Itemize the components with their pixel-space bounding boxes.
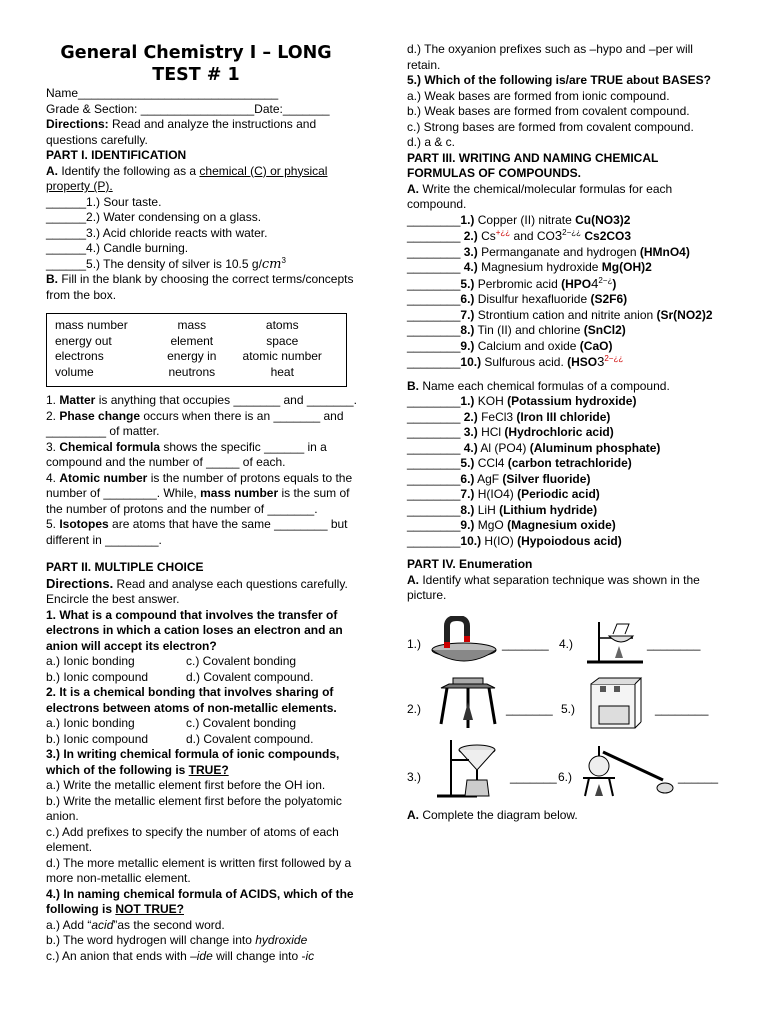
name-blank: ______________________________ bbox=[78, 86, 279, 100]
q2: 2. It is a chemical bonding that involves sharing of electrons between atoms of non-metallic elements. bbox=[46, 685, 337, 715]
part1-item-2: ______2.) Water condensing on a glass. bbox=[46, 210, 262, 224]
q3 bbox=[46, 747, 366, 778]
picture-number: 5.) bbox=[561, 701, 576, 716]
term-row bbox=[55, 365, 338, 381]
option[interactable]: c.) Strong bases are formed from covalent compound. bbox=[407, 119, 694, 134]
item-number: 6.) bbox=[460, 471, 475, 486]
option[interactable]: a.) Ionic bonding bbox=[46, 716, 135, 730]
compound-name: Calcium and oxide bbox=[474, 338, 580, 353]
fill-item-5 bbox=[46, 517, 366, 548]
formula-answer: (HPO bbox=[561, 276, 592, 291]
density-exponent: 3 bbox=[281, 255, 286, 265]
fill-text: occurs when there is an _______ and _________ of matter. bbox=[46, 408, 344, 438]
answer-blank: ________ bbox=[407, 292, 461, 306]
picture-number: 3.) bbox=[407, 769, 422, 784]
q4-c-ide: ide bbox=[196, 948, 213, 963]
part1-item-3: ______3.) Acid chloride reacts with water. bbox=[46, 225, 268, 240]
formula-answer: Cs2CO3 bbox=[581, 229, 632, 243]
fill-number: 1. bbox=[46, 393, 60, 407]
answer-blank: _______ bbox=[506, 701, 553, 716]
term: atoms bbox=[265, 318, 299, 332]
part3-a-label: A. bbox=[407, 181, 419, 196]
answer-blank: ________ bbox=[407, 276, 461, 291]
q2-options-row-2 bbox=[46, 732, 366, 748]
q2-options-row-1 bbox=[46, 716, 366, 732]
term: volume bbox=[55, 364, 94, 379]
compound-name: Magnesium hydroxide bbox=[477, 260, 602, 274]
formula-item-3 bbox=[407, 245, 727, 261]
formula-answer: (HMnO4) bbox=[639, 244, 690, 259]
item-number: 2.) bbox=[460, 229, 478, 243]
item-number: 4.) bbox=[460, 260, 478, 274]
answer-blank: ________ bbox=[647, 636, 701, 651]
title-line-1: General Chemistry I – LONG bbox=[60, 43, 332, 63]
naming-item-2 bbox=[407, 410, 727, 426]
left-column bbox=[46, 42, 366, 964]
naming-item-5 bbox=[407, 456, 727, 472]
naming-item-9 bbox=[407, 518, 727, 534]
name-answer: (Magnesium oxide) bbox=[507, 518, 616, 532]
chemical-label: chemical (C) bbox=[199, 163, 267, 178]
formula-item-7 bbox=[407, 308, 727, 324]
part2-directions bbox=[46, 576, 366, 608]
q4-not-true: NOT TRUE? bbox=[115, 902, 184, 916]
fill-text: shows the specific ______ in a compound and the number of _____ of each. bbox=[46, 439, 327, 469]
option[interactable] bbox=[46, 949, 366, 965]
option[interactable]: c.) Add prefixes to specify the number of atoms of each element. bbox=[46, 824, 339, 854]
formula: LiH bbox=[474, 502, 500, 517]
answer-blank: _______ bbox=[510, 769, 557, 784]
title-line-2: TEST # 1 bbox=[152, 65, 240, 85]
part1-item-1: ______1.) Sour taste. bbox=[46, 194, 162, 209]
option[interactable]: c.) Covalent bonding bbox=[186, 654, 297, 668]
option[interactable]: d.) The more metallic element is written first followed by a more non-metallic element. bbox=[46, 855, 352, 885]
answer-blank: ________ bbox=[407, 518, 461, 532]
part3-a-text: Write the chemical/molecular formulas for each compound. bbox=[407, 181, 673, 211]
item-number: 4.) bbox=[460, 440, 478, 455]
formula-answer: Cu(NO3)2 bbox=[575, 212, 631, 227]
filtration-funnel-icon bbox=[431, 736, 501, 800]
part2-dir-text: Read and analyse each questions carefully. Encircle the best answer. bbox=[46, 576, 348, 606]
formula-answer-close: ) bbox=[612, 276, 617, 291]
heating-tripod-icon bbox=[435, 676, 501, 732]
directions-label: Directions: bbox=[46, 117, 109, 131]
item-number: 8.) bbox=[460, 502, 475, 517]
option[interactable]: a.) Weak bases are formed from ionic compound. bbox=[407, 88, 670, 103]
name-answer: (Periodic acid) bbox=[517, 487, 600, 501]
answer-blank: ________ bbox=[407, 323, 461, 337]
term: heat bbox=[270, 364, 294, 379]
term: energy out bbox=[55, 333, 112, 348]
item-number: 1.) bbox=[460, 394, 475, 408]
picture-number: 1.) bbox=[407, 636, 422, 651]
separation-row-3 bbox=[407, 736, 727, 802]
part3-a-instructions bbox=[407, 182, 727, 213]
part3-b-instructions bbox=[407, 379, 727, 395]
formula: MgO bbox=[474, 518, 508, 532]
compound-name: Copper (II) nitrate bbox=[474, 212, 576, 227]
compound-name: Permanganate and hydrogen bbox=[477, 244, 640, 259]
option[interactable] bbox=[46, 918, 366, 934]
fill-item-3 bbox=[46, 440, 366, 471]
answer-blank: ________ bbox=[407, 533, 461, 548]
answer-blank: ________ bbox=[407, 440, 461, 455]
charge: 2−¿¿ bbox=[604, 354, 624, 363]
formula-item-1 bbox=[407, 213, 727, 229]
subscript: 3 bbox=[554, 228, 563, 243]
item-5-text: ______5.) The density of silver is 10.5 g/ bbox=[46, 256, 262, 271]
compound-name: Cs bbox=[477, 229, 496, 243]
fill-number: 2. bbox=[46, 408, 60, 423]
term: element bbox=[170, 333, 214, 348]
fill-term: Atomic number bbox=[59, 470, 148, 485]
part1-property: property (P). bbox=[46, 179, 113, 193]
name-answer: (Lithium hydride) bbox=[499, 502, 598, 517]
part1-chemical bbox=[199, 164, 327, 178]
diagram-label: A. bbox=[407, 807, 419, 822]
compound-name: Strontium cation and nitrite anion bbox=[474, 307, 657, 322]
formula-item-5 bbox=[407, 276, 727, 293]
q4-c-ic: ic bbox=[305, 948, 315, 963]
naming-item-7 bbox=[407, 487, 727, 503]
part1-item-4: ______4.) Candle burning. bbox=[46, 241, 189, 255]
answer-blank: ________ bbox=[407, 260, 461, 274]
answer-blank: ________ bbox=[407, 212, 461, 227]
option[interactable]: a.) Ionic bonding bbox=[46, 654, 135, 668]
option[interactable]: d.) Covalent compound. bbox=[186, 669, 314, 684]
term-box bbox=[46, 313, 347, 387]
item-number: 8.) bbox=[460, 323, 475, 337]
name-answer: (Potassium hydroxide) bbox=[507, 394, 637, 408]
fill-text-2: is the sum of the number of protons and the number of _______. bbox=[46, 486, 350, 516]
name-answer: (carbon tetrachloride) bbox=[507, 456, 632, 470]
item-number: 7.) bbox=[460, 307, 475, 322]
q4-b-text: b.) The word hydrogen will change into bbox=[46, 933, 256, 947]
part2-dir-label: Directions. bbox=[46, 575, 114, 591]
naming-item-10 bbox=[407, 534, 727, 550]
q4 bbox=[46, 887, 366, 918]
beaker-box-icon bbox=[585, 676, 643, 734]
answer-blank: ________ bbox=[407, 487, 461, 501]
naming-item-6 bbox=[407, 472, 727, 488]
name-answer: (Hydrochloric acid) bbox=[504, 425, 614, 439]
item-number: 7.) bbox=[460, 487, 475, 501]
formula-item-4 bbox=[407, 260, 727, 276]
name-answer: (Aluminum phosphate) bbox=[529, 440, 661, 455]
term-row bbox=[55, 349, 338, 365]
name-label: Name bbox=[46, 86, 79, 100]
item-number: 5.) bbox=[460, 276, 475, 291]
part1-b-text: Fill in the blank by choosing the correct terms/concepts from the box. bbox=[46, 272, 354, 302]
physical-label: or physical bbox=[266, 163, 328, 178]
item-number: 3.) bbox=[460, 425, 478, 439]
fill-term: Chemical formula bbox=[59, 439, 161, 454]
part1-item-5 bbox=[46, 257, 366, 273]
term: mass bbox=[177, 318, 207, 332]
answer-blank: ________ bbox=[407, 456, 461, 470]
answer-blank: ________ bbox=[407, 502, 461, 517]
answer-blank: ________ bbox=[407, 409, 461, 424]
q4-a-text-2: ”as the second word. bbox=[113, 917, 225, 932]
part1-b-label: B. bbox=[46, 272, 58, 286]
part4-heading: PART IV. Enumeration bbox=[407, 557, 533, 571]
formula: AgF bbox=[474, 471, 503, 486]
fill-number: 5. bbox=[46, 517, 60, 531]
part1-heading: PART I. IDENTIFICATION bbox=[46, 148, 187, 162]
name-answer: (Hypoiodous acid) bbox=[517, 533, 622, 548]
answer-blank: _______ bbox=[502, 636, 549, 651]
term: energy in bbox=[167, 349, 217, 363]
formula-answer: (HSO bbox=[567, 355, 598, 369]
charge: 2−¿¿ bbox=[562, 228, 582, 237]
fill-term-2: mass number bbox=[200, 486, 279, 500]
option[interactable]: c.) Covalent bonding bbox=[186, 716, 297, 730]
item-number: 5.) bbox=[460, 456, 475, 470]
part4-a-label: A. bbox=[407, 572, 419, 587]
item-number: 10.) bbox=[460, 533, 482, 548]
item-number: 9.) bbox=[460, 518, 475, 532]
q3-text: 3.) In writing chemical formula of ionic compounds, which of the following is bbox=[46, 747, 340, 777]
part4-diagram-instructions bbox=[407, 808, 727, 824]
formula-answer: (Sr(NO2)2 bbox=[656, 307, 713, 322]
term: atomic number bbox=[242, 349, 322, 363]
option[interactable]: d.) Covalent compound. bbox=[186, 731, 314, 746]
option[interactable]: d.) a & c. bbox=[407, 135, 456, 149]
formula-item-8 bbox=[407, 323, 727, 339]
q1: 1. What is a compound that involves the transfer of electrons in which a cation loses an electron and an anion will accept its electron? bbox=[46, 607, 343, 653]
answer-blank: ________ bbox=[407, 355, 461, 369]
option[interactable]: b.) Write the metallic element first before the polyatomic anion. bbox=[46, 793, 342, 823]
naming-item-1 bbox=[407, 394, 727, 410]
item-number: 3.) bbox=[460, 244, 478, 259]
fill-term: Isotopes bbox=[59, 517, 109, 531]
answer-blank: ________ bbox=[407, 425, 461, 439]
fill-term: Phase change bbox=[59, 408, 141, 423]
compound-name: Disulfur hexafluoride bbox=[474, 292, 591, 306]
fill-item-2 bbox=[46, 409, 366, 440]
formula-answer: (SnCl2) bbox=[583, 323, 626, 337]
term: mass number bbox=[55, 318, 128, 332]
part1-a-text: Identify the following as a bbox=[58, 163, 200, 178]
formula: HCl bbox=[477, 425, 505, 439]
fill-text: are atoms that have the same ________ but different in ________. bbox=[46, 517, 348, 547]
item-number: 9.) bbox=[460, 338, 475, 353]
item-number: 1.) bbox=[460, 212, 475, 227]
subscript: 4 bbox=[591, 275, 599, 291]
distillation-apparatus-icon bbox=[573, 740, 677, 800]
fill-item-1 bbox=[46, 393, 366, 409]
fill-text: is the number of protons equals to the number of ________. While, bbox=[46, 470, 353, 500]
answer-blank: ______ bbox=[678, 769, 719, 784]
option[interactable]: b.) Ionic compound bbox=[46, 731, 149, 746]
part3-b-text: Name each chemical formulas of a compound. bbox=[419, 378, 670, 393]
q1-options-row-1 bbox=[46, 654, 366, 670]
q4-c-text: c.) An anion that ends with – bbox=[46, 948, 197, 963]
charge: +¿¿ bbox=[495, 228, 511, 237]
part1-a-instructions bbox=[46, 164, 366, 195]
item-number: 2.) bbox=[460, 409, 478, 424]
directions bbox=[46, 117, 366, 148]
term-row bbox=[55, 334, 338, 350]
fill-term: Matter bbox=[59, 393, 96, 407]
item-number: 10.) bbox=[460, 355, 482, 369]
part1-a-label: A. bbox=[46, 163, 58, 178]
q1-options-row-2 bbox=[46, 670, 366, 686]
q4-c-text-2: will change into - bbox=[212, 948, 306, 963]
answer-blank: ________ bbox=[407, 307, 461, 322]
q4-a-text: a.) Add “ bbox=[46, 917, 92, 932]
formula: Al (PO4) bbox=[477, 440, 530, 455]
part3-heading: PART III. WRITING AND NAMING CHEMICAL FORMULAS OF COMPOUNDS. bbox=[407, 150, 659, 180]
item-number: 6.) bbox=[460, 292, 475, 306]
q4-a-acid: acid bbox=[91, 917, 114, 932]
q4-b-hydroxide: hydroxide bbox=[255, 933, 308, 947]
formula-item-9 bbox=[407, 339, 727, 355]
formula-item-6 bbox=[407, 292, 727, 308]
part1-b-instructions bbox=[46, 272, 366, 303]
part4-a-text: Identify what separation technique was shown in the picture. bbox=[407, 572, 700, 602]
option[interactable]: a.) Write the metallic element first before the OH ion. bbox=[46, 778, 326, 792]
naming-item-3 bbox=[407, 425, 727, 441]
fill-number: 4. bbox=[46, 470, 60, 485]
formula-item-10 bbox=[407, 354, 727, 371]
picture-number: 2.) bbox=[407, 701, 422, 716]
answer-blank: ________ bbox=[407, 394, 461, 408]
term: electrons bbox=[55, 349, 104, 363]
magnet-separation-icon bbox=[429, 616, 499, 666]
separation-row-1 bbox=[407, 616, 727, 676]
fill-item-4 bbox=[46, 471, 366, 518]
q4-text: 4.) In naming chemical formula of ACIDS, which of the following is bbox=[46, 886, 354, 916]
answer-blank: ________ bbox=[407, 471, 461, 486]
fill-number: 3. bbox=[46, 439, 60, 454]
term: neutrons bbox=[168, 364, 216, 379]
part3-b-label: B. bbox=[407, 378, 419, 393]
answer-blank: ________ bbox=[407, 229, 461, 243]
formula: KOH bbox=[474, 394, 508, 408]
part4-a-instructions bbox=[407, 573, 727, 604]
q3-true: TRUE? bbox=[188, 762, 229, 777]
evaporation-stand-icon bbox=[583, 618, 647, 666]
separation-row-2 bbox=[407, 676, 727, 736]
answer-blank: ________ bbox=[407, 338, 461, 353]
picture-number: 6.) bbox=[558, 769, 573, 784]
grade-line: Grade & Section: _________________Date:_______ bbox=[46, 101, 330, 116]
compound-name: Perbromic acid bbox=[474, 276, 562, 291]
compound-name: Sulfurous acid. bbox=[481, 355, 568, 369]
subscript: 3 bbox=[597, 354, 605, 369]
fill-text: is anything that occupies _______ and _______. bbox=[95, 393, 357, 407]
option[interactable] bbox=[46, 933, 366, 949]
right-column bbox=[407, 42, 727, 823]
compound-name-2: and CO bbox=[510, 229, 555, 243]
answer-blank: ________ bbox=[655, 701, 709, 716]
picture-number: 4.) bbox=[559, 636, 574, 651]
term-table bbox=[55, 318, 338, 380]
formula-answer: Mg(OH)2 bbox=[601, 260, 652, 274]
term: space bbox=[266, 333, 299, 348]
option[interactable]: d.) The oxyanion prefixes such as –hypo and –per will retain. bbox=[407, 42, 693, 72]
name-answer: (Iron III chloride) bbox=[516, 409, 611, 424]
formula-answer: (CaO) bbox=[579, 338, 613, 353]
name-answer: (Silver fluoride) bbox=[502, 471, 591, 486]
naming-item-8 bbox=[407, 503, 727, 519]
directions-text: Read and analyze the instructions and questions carefully. bbox=[46, 117, 317, 147]
density-unit: cm bbox=[261, 256, 282, 272]
diagram-text: Complete the diagram below. bbox=[419, 807, 578, 822]
page-title bbox=[46, 42, 346, 86]
answer-blank: ________ bbox=[407, 244, 461, 259]
term-row bbox=[55, 318, 338, 334]
formula-item-2 bbox=[407, 228, 727, 245]
formula-answer: (S2F6) bbox=[590, 292, 628, 306]
formula: H(IO4) bbox=[474, 487, 518, 501]
name-line bbox=[46, 86, 366, 102]
formula: H(IO) bbox=[481, 533, 518, 548]
charge: 2−¿ bbox=[598, 275, 613, 285]
formula: FeCl3 bbox=[477, 409, 517, 424]
naming-item-4 bbox=[407, 441, 727, 457]
q5: 5.) Which of the following is/are TRUE about BASES? bbox=[407, 73, 712, 87]
option[interactable]: b.) Ionic compound bbox=[46, 669, 149, 684]
option[interactable]: b.) Weak bases are formed from covalent compound. bbox=[407, 104, 690, 118]
formula: CCl4 bbox=[474, 456, 508, 470]
compound-name: Tin (II) and chlorine bbox=[474, 323, 584, 337]
part2-heading: PART II. MULTIPLE CHOICE bbox=[46, 560, 204, 574]
